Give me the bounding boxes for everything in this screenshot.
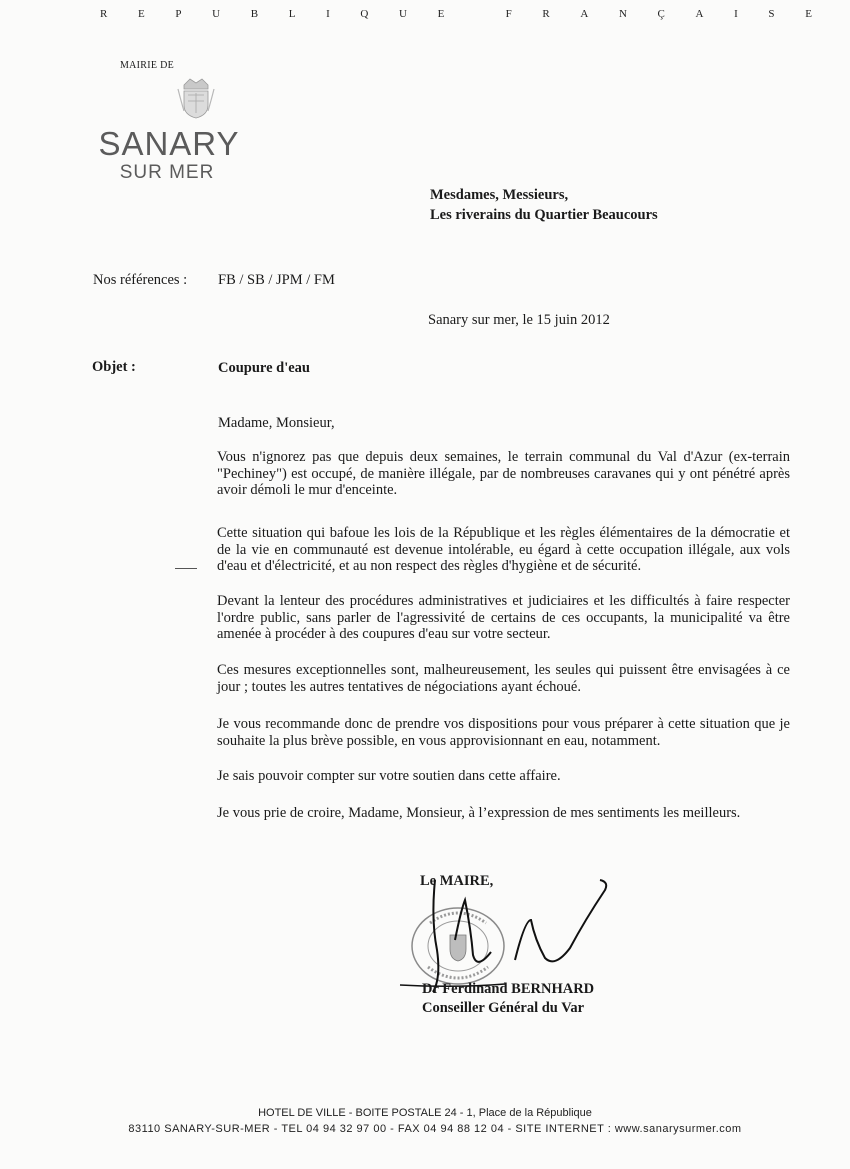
body-paragraph: Vous n'ignorez pas que depuis deux semaines, le terrain communal du Val d'Azur (ex-terrain "Pechiney") est occupé, de manière illégale, par de nombreuses caravanes qui y ont pénétré après avoir démoli le mur d'enceinte. bbox=[217, 449, 790, 498]
header-letter: E bbox=[137, 8, 145, 20]
republique-francaise-header bbox=[100, 8, 812, 20]
header-letter: A bbox=[580, 8, 589, 20]
mairie-de-label: MAIRIE DE bbox=[119, 60, 175, 71]
objet-label: Objet : bbox=[92, 359, 136, 375]
header-letter: I bbox=[326, 8, 330, 20]
body-paragraph: Je sais pouvoir compter sur votre soutien dans cette affaire. bbox=[217, 768, 561, 784]
letter-date: Sanary sur mer, le 15 juin 2012 bbox=[428, 312, 610, 328]
header-letter: U bbox=[398, 8, 407, 20]
footer-address: HOTEL DE VILLE - BOITE POSTALE 24 - 1, Place de la République bbox=[258, 1107, 592, 1119]
body-paragraph: Je vous prie de croire, Madame, Monsieur, à l’expression de mes sentiments les meilleurs. bbox=[217, 805, 741, 821]
header-letter: E bbox=[437, 8, 445, 20]
recipient-line: Les riverains du Quartier Beaucours bbox=[430, 207, 658, 223]
sanary-wordmark: SANARY bbox=[98, 125, 240, 162]
body-paragraph: Cette situation qui bafoue les lois de la République et les règles élémentaires de la démocratie et de la vie en communauté est devenue intolérable, eu égard à cette occupation illégale, aux vols d'eau et d'électricité, et au non respect des règles d'hygiène et de sécurité. bbox=[217, 525, 790, 574]
header-letter: S bbox=[768, 8, 775, 20]
header-letter: A bbox=[695, 8, 704, 20]
signature-title: Le MAIRE, bbox=[420, 873, 494, 889]
header-letter: P bbox=[175, 8, 182, 20]
body-paragraph: Ces mesures exceptionnelles sont, malheureusement, les seules qui puissent être envisagées à ce jour ; toutes les autres tentatives de négociations ayant échoué. bbox=[217, 662, 790, 695]
signatory-role: Conseiller Général du Var bbox=[422, 1000, 585, 1016]
header-letter: L bbox=[288, 8, 296, 20]
header-letter: Ç bbox=[657, 8, 665, 20]
header-letter: E bbox=[805, 8, 812, 20]
salutation: Madame, Monsieur, bbox=[218, 415, 335, 431]
footer bbox=[0, 1105, 850, 1137]
sur-mer-wordmark: SUR MER bbox=[119, 162, 215, 183]
header-letter: B bbox=[250, 8, 259, 20]
handwritten-signature bbox=[395, 860, 625, 1000]
recipient-block bbox=[430, 185, 658, 225]
recipient-line: Mesdames, Messieurs, bbox=[430, 187, 569, 203]
header-letter: N bbox=[618, 8, 627, 20]
body-paragraph: Devant la lenteur des procédures administratives et judiciaires et les difficultés à faire respecter l'ordre public, sans parler de l'agressivité de certains de ces occupants, la municipalité va être amenée à procéder à des coupures d'eau sur votre secteur. bbox=[217, 593, 790, 642]
header-letter: Q bbox=[360, 8, 369, 20]
header-letter: U bbox=[212, 8, 221, 20]
footer-contact: 83110 SANARY-SUR-MER - TEL 04 94 32 97 00 - FAX 04 94 88 12 04 - SITE INTERNET : www.sanarysurmer.com bbox=[128, 1123, 742, 1135]
crest-icon bbox=[176, 75, 216, 119]
margin-mark bbox=[175, 568, 197, 569]
signature-block bbox=[422, 980, 594, 1018]
header-letter: R bbox=[542, 8, 550, 20]
mairie-logo bbox=[98, 60, 248, 184]
header-letter: R bbox=[100, 8, 108, 20]
body-paragraph: Je vous recommande donc de prendre vos dispositions pour vous préparer à cette situation que je souhaite la plus brève possible, en vous approvisionnant en eau, notamment. bbox=[217, 716, 790, 749]
signatory-name: Dr Ferdinand BERNHARD bbox=[422, 981, 595, 997]
objet-value: Coupure d'eau bbox=[218, 360, 310, 376]
references-value: FB / SB / JPM / FM bbox=[218, 272, 335, 288]
references-label: Nos références : bbox=[93, 272, 188, 288]
header-letter: F bbox=[505, 8, 512, 20]
header-letter: I bbox=[734, 8, 738, 20]
